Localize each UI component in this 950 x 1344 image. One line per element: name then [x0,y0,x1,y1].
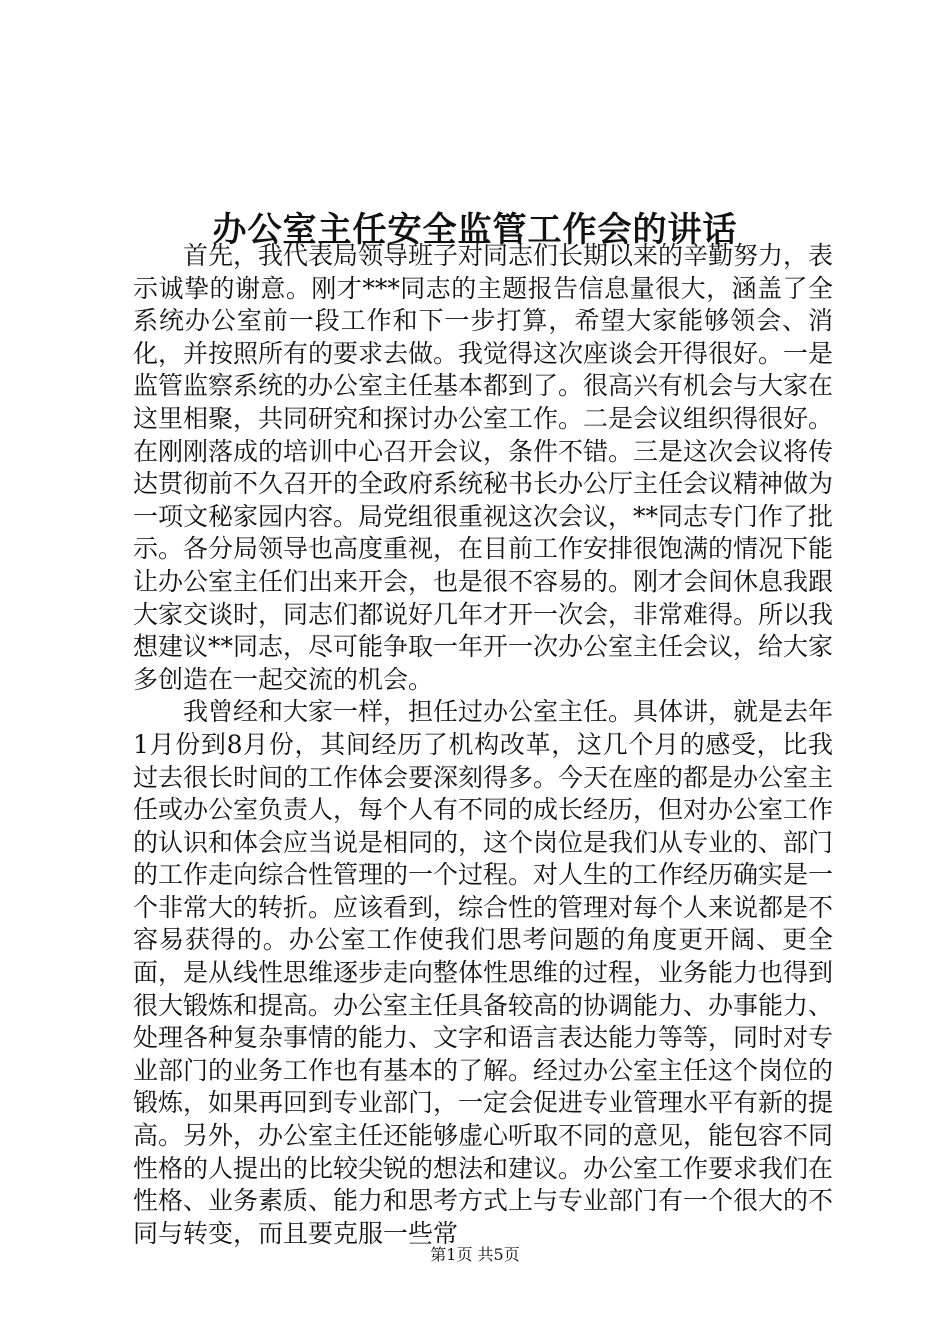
document-body [133,240,833,1250]
page-number-footer: 第1页 共5页 [430,1245,520,1264]
document-title: 办公室主任安全监管工作会的讲话 [212,209,738,250]
paragraph-1: 首先，我代表局领导班子对同志们长期以来的辛勤努力，表示诚挚的谢意。刚才***同志的主题报告信息量很大，涵盖了全系统办公室前一段工作和下一步打算，希望大家能够领会、消化，并按照所有的要求去做。我觉得这次座谈会开得很好。一是监管监察系统的办公室主任基本都到了。很高兴有机会与大家在这里相聚，共同研究和探讨办公室工作。二是会议组织得很好。在刚刚落成的培训中心召开会议，条件不错。三是这次会议将传达贯彻前不久召开的全政府系统秘书长办公厅主任会议精神做为一项文秘家园内容。局党组很重视这次会议，**同志专门作了批示。各分局领导也高度重视，在目前工作安排很饱满的情况下能让办公室主任们出来开会，也是很不容易的。刚才会间休息我跟大家交谈时，同志们都说好几年才开一次会，非常难得。所以我想建议**同志，尽可能争取一年开一次办公室主任会议，给大家多创造在一起交流的机会。 [133,241,834,694]
paragraph-2: 我曾经和大家一样，担任过办公室主任。具体讲，就是去年1月份到8月份，其间经历了机构改革，这几个月的感受，比我过去很长时间的工作体会要深刻得多。今天在座的都是办公室主任或办公室负责人，每个人有不同的成长经历，但对办公室工作的认识和体会应当说是相同的，这个岗位是我们从专业的、部门的工作走向综合性管理的一个过程。对人生的工作经历确实是一个非常大的转折。应该看到，综合性的管理对每个人来说都是不容易获得的。办公室工作使我们思考问题的角度更开阔、更全面，是从线性思维逐步走向整体性思维的过程，业务能力也得到很大锻炼和提高。办公室主任具备较高的协调能力、办事能力、处理各种复杂事情的能力、文字和语言表达能力等等，同时对专业部门的业务工作也有基本的了解。经过办公室主任这个岗位的锻炼，如果再回到专业部门，一定会促进专业管理水平有新的提高。另外，办公室主任还能够虚心听取不同的意见，能包容不同性格的人提出的比较尖锐的想法和建议。办公室工作要求我们在性格、业务素质、能力和思考方式上与专业部门有一个很大的不同与转变，而且要克服一些常 [133,697,834,1248]
